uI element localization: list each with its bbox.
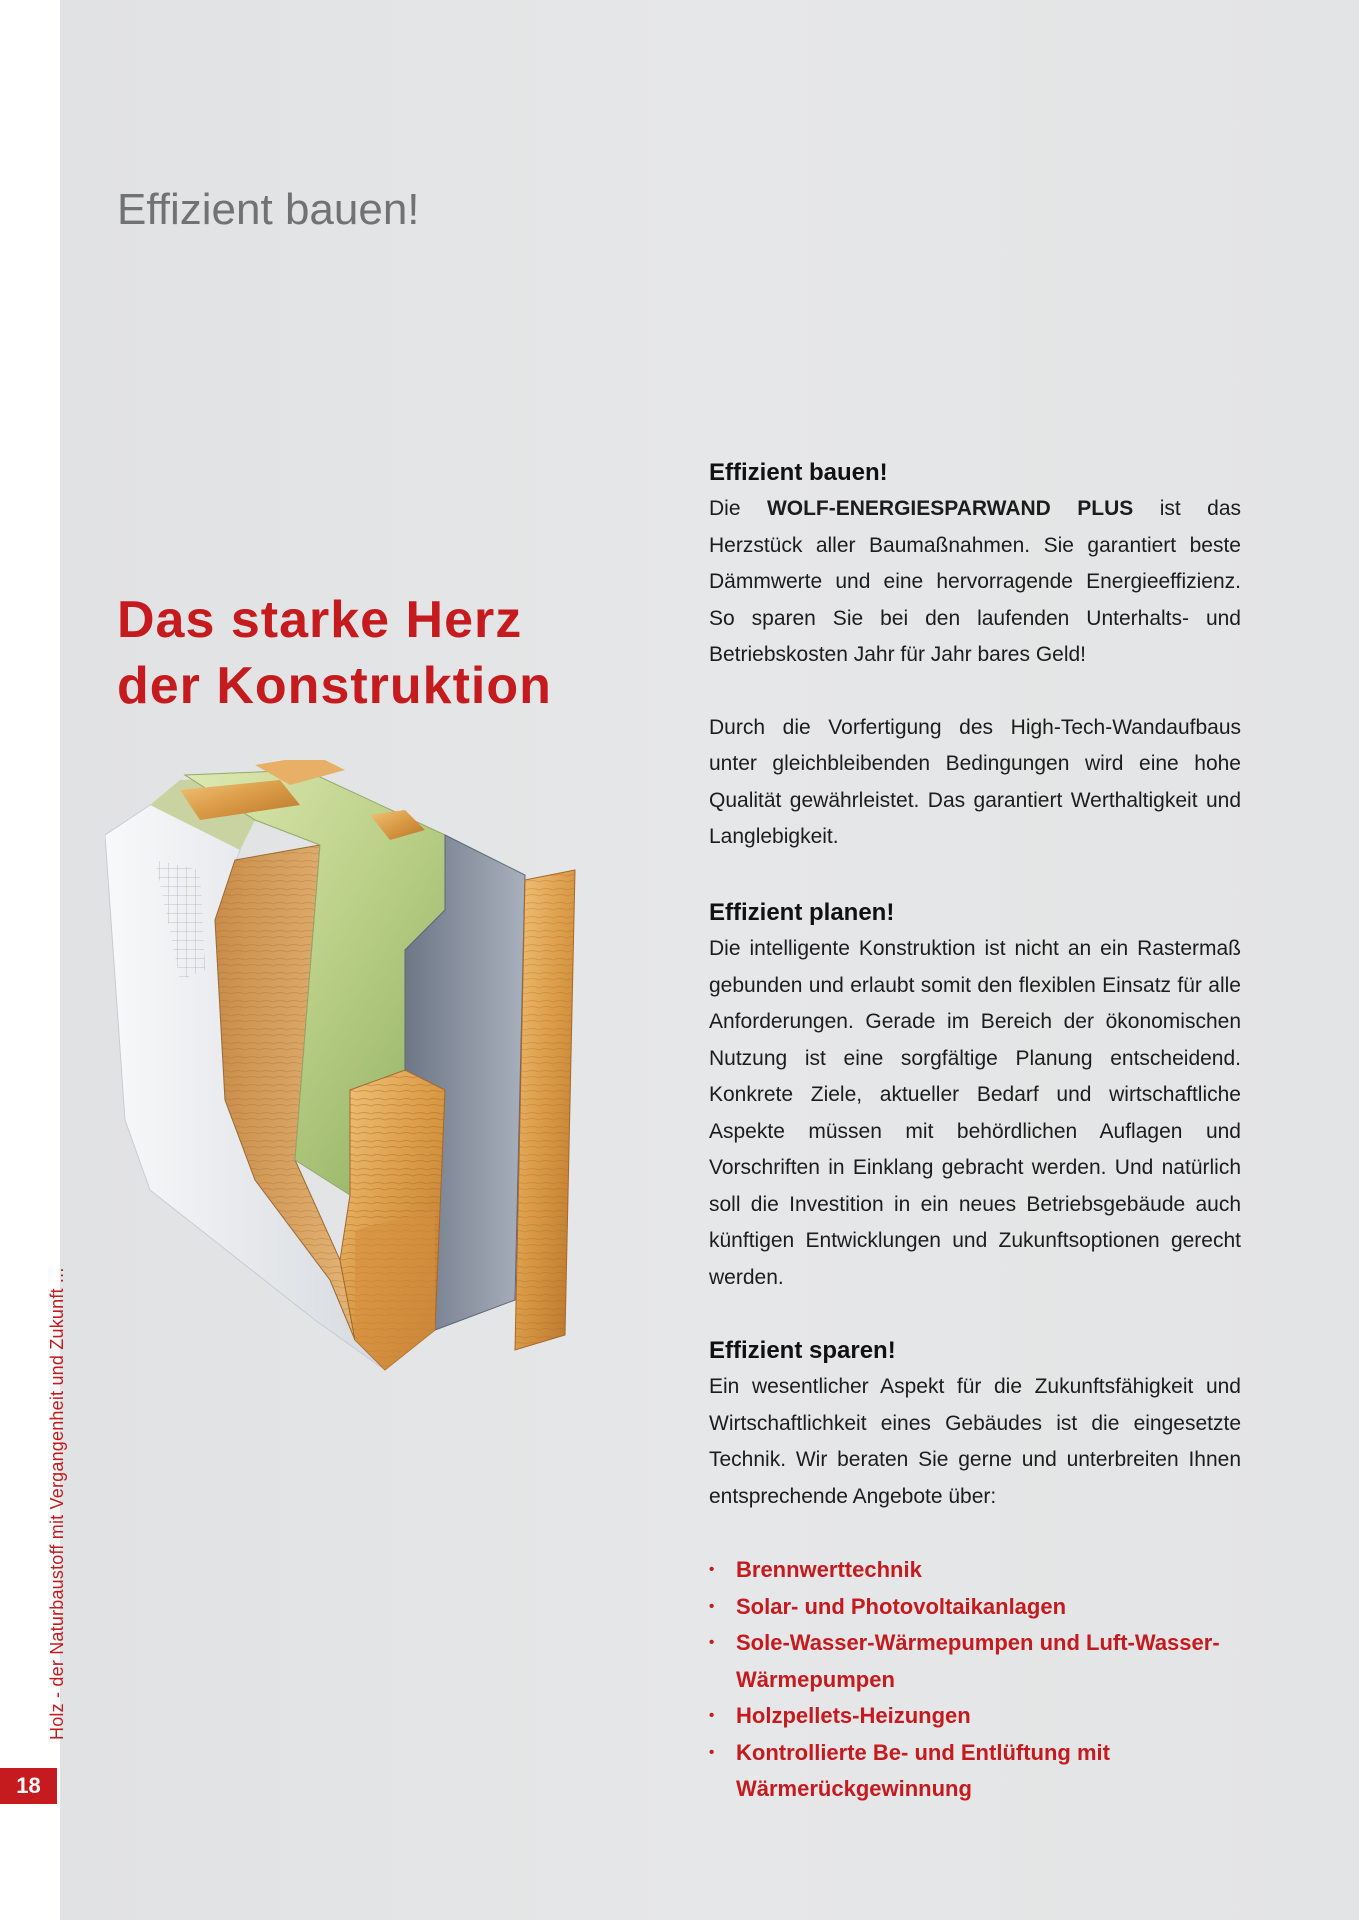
section-effizient-planen: [709, 895, 1241, 1296]
text-rest: ist das Herzstück aller Baumaßnahmen. Sie garantiert beste Dämmwerte und eine hervorragende Energieeffizienz. So sparen Sie bei den laufenden Unterhalts- und Betriebskosten Jahr für Jahr bares Geld!: [709, 497, 1241, 666]
section-heading-bauen: Effizient bauen!: [709, 459, 888, 486]
text-prefix: Die: [709, 497, 767, 520]
list-item: • Holzpellets-Heizungen: [709, 1698, 1241, 1735]
page-title: Effizient bauen!: [117, 185, 420, 235]
list-item: • Brennwerttechnik: [709, 1552, 1241, 1589]
headline-line-2: der Konstruktion: [117, 657, 552, 715]
page-number: 18: [0, 1768, 57, 1804]
paragraph-sparen-1: Ein wesentlicher Aspekt für die Zukunftsfähigkeit und Wirtschaftlichkeit eines Gebäudes ist die eingesetzte Technik. Wir beraten Sie gerne und unterbreiten Ihnen entsprechende Angebote über:: [709, 1375, 1241, 1508]
section-heading-planen: Effizient planen!: [709, 899, 895, 926]
section-effizient-bauen: [709, 455, 1241, 856]
list-item: • Kontrollierte Be- und Entlüftung mit Wärmerückgewinnung: [709, 1735, 1241, 1808]
paragraph-bauen-2: Durch die Vorfertigung des High-Tech-Wandaufbaus unter gleichbleibenden Bedingungen wird eine hohe Qualität gewährleistet. Das garantiert Werthaltigkeit und Langlebigkeit.: [709, 715, 1241, 848]
headline: [117, 587, 552, 719]
wall-cross-section-illustration: [105, 760, 665, 1380]
vertical-caption: Holz - der Naturbaustoff mit Vergangenheit und Zukunft ...: [47, 1267, 67, 1740]
list-item: • Sole-Wasser-Wärmepumpen und Luft-Wasser-Wärmepumpen: [709, 1625, 1241, 1698]
paragraph-bauen-1: [709, 491, 1241, 674]
paragraph-planen-1: Die intelligente Konstruktion ist nicht an ein Rastermaß gebunden und erlaubt somit den flexiblen Einsatz für alle Anforderungen. Gerade im Bereich der ökonomischen Nutzung ist eine sorgfältige Planung entscheidend. Konkrete Ziele, aktueller Bedarf und wirtschaftliche Aspekte müssen mit behördlichen Auflagen und Vorschriften in Einklang gebracht werden. Und natürlich soll die Investition in ein neues Betriebsgebäude auch künftigen Entwicklungen und Zukunftsoptionen gerecht werden.: [709, 937, 1241, 1289]
section-effizient-sparen: [709, 1333, 1241, 1515]
technology-list: [709, 1552, 1241, 1808]
body-column: [709, 455, 1241, 1801]
product-name: WOLF-ENERGIESPARWAND PLUS: [766, 497, 1134, 520]
section-heading-sparen: Effizient sparen!: [709, 1337, 896, 1364]
headline-line-1: Das starke Herz: [117, 591, 523, 649]
list-item: • Solar- und Photovoltaikanlagen: [709, 1589, 1241, 1626]
